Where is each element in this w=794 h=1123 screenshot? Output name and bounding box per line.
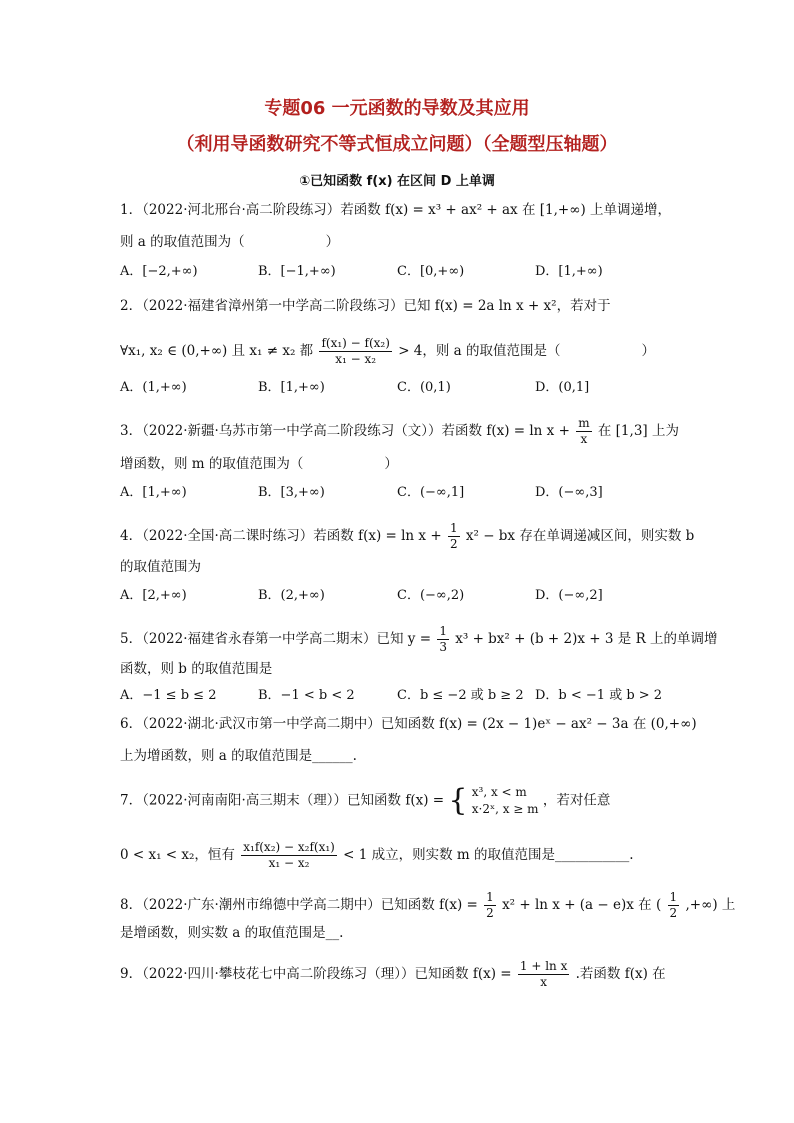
question-7-fraction <box>241 840 337 871</box>
question-2-fraction <box>319 336 391 367</box>
question-4-option-b: B．(2,+∞) <box>258 588 325 603</box>
question-9-line-1 <box>120 959 666 990</box>
fraction-denominator: 2 <box>449 537 458 551</box>
fraction-denominator: x₁ − x₂ <box>335 352 377 366</box>
section-heading: ①已知函数 f(x) 在区间 D 上单调 <box>299 174 495 189</box>
question-1-option-b: B．[−1,+∞) <box>258 264 336 279</box>
question-4-fraction <box>448 521 460 552</box>
question-7-tail-2: < 1 成立，则实数 m 的取值范围是___________. <box>343 847 634 863</box>
question-2-line-2 <box>120 336 655 367</box>
fraction-denominator: x <box>540 975 547 989</box>
question-2-option-a: A．(1,+∞) <box>120 380 187 395</box>
question-4-stem: 4．（2022·全国·高二课时练习）若函数 f(x) = ln x + <box>120 528 442 544</box>
piecewise-case-1: x³, x < m <box>471 785 527 799</box>
question-8-line-1 <box>120 890 735 921</box>
question-5-tail: x³ + bx² + (b + 2)x + 3 是 R 上的单调增 <box>455 631 718 647</box>
question-8-mid: x² + ln x + (a − e)x 在 ( <box>502 897 662 913</box>
question-3-tail: 在 [1,3] 上为 <box>597 423 679 439</box>
question-2-line-1: 2．（2022·福建省漳州第一中学高二阶段练习）已知 f(x) = 2a ln x + x²，若对于 <box>120 298 611 314</box>
question-3-fraction <box>576 416 591 447</box>
question-3-line-1 <box>120 416 679 447</box>
piecewise-case-2: x·2ˣ, x ≥ m <box>471 802 539 816</box>
fraction-numerator: m <box>578 416 590 430</box>
question-2-option-b: B．[1,+∞) <box>258 380 325 395</box>
question-8-tail: ,+∞) 上 <box>685 897 736 913</box>
fraction-denominator: 2 <box>486 906 494 920</box>
question-1-option-d: D．[1,+∞) <box>535 264 603 279</box>
question-9-fraction <box>518 959 569 990</box>
question-8-stem: 8．（2022·广东·潮州市绵德中学高二期中）已知函数 f(x) = <box>120 897 478 913</box>
fraction-denominator: x₁ − x₂ <box>268 856 310 870</box>
question-3-stem: 3．（2022·新疆·乌苏市第一中学高二阶段练习（文））若函数 f(x) = ln x + <box>120 423 570 439</box>
fraction-numerator: 1 <box>669 890 678 904</box>
question-5-stem: 5．（2022·福建省永春第一中学高二期末）已知 y = <box>120 631 432 647</box>
question-9-stem: 9．（2022·四川·攀枝花七中高二阶段练习（理））已知函数 f(x) = <box>120 966 512 982</box>
fraction-denominator: 3 <box>439 640 447 654</box>
question-7-tail: ，若对任意 <box>542 792 611 809</box>
fraction-numerator: 1 + ln x <box>519 959 568 973</box>
question-7-line-1 <box>120 784 610 818</box>
question-6-line-2: 上为增函数，则 a 的取值范围是______. <box>120 748 357 764</box>
question-4-option-a: A．[2,+∞) <box>120 588 187 603</box>
question-9-tail: .若函数 f(x) 在 <box>575 966 666 982</box>
question-5-line-2: 函数，则 b 的取值范围是 <box>120 661 273 677</box>
question-1-line-1: 1．（2022·河北邢台·高二阶段练习）若函数 f(x) = x³ + ax² + ax 在 [1,+∞) 上单调递增， <box>120 202 672 218</box>
fraction-numerator: 1 <box>486 890 494 904</box>
question-4-option-c: C．(−∞,2) <box>397 588 465 603</box>
question-2-option-c: C．(0,1) <box>397 380 451 395</box>
question-5-option-c: C．b ≤ −2 或 b ≥ 2 <box>397 688 524 703</box>
question-5-line-1 <box>120 624 718 655</box>
question-2-option-d: D．(0,1] <box>535 380 590 395</box>
question-8-line-2: 是增函数，则实数 a 的取值范围是__. <box>120 925 344 941</box>
piecewise-brace: { <box>448 783 468 818</box>
question-3-option-b: B．[3,+∞) <box>258 485 325 500</box>
question-8-fraction-1 <box>484 890 496 921</box>
question-2-tail: > 4，则 a 的取值范围是（ ） <box>398 343 656 359</box>
question-1-line-2: 则 a 的取值范围为（ ） <box>120 234 340 250</box>
question-4-line-1 <box>120 521 694 552</box>
question-7-condition: 0 < x₁ < x₂，恒有 <box>120 847 235 863</box>
fraction-denominator: x <box>580 432 588 446</box>
question-5-option-b: B．−1 < b < 2 <box>258 688 355 703</box>
fraction-numerator: f(x₁) − f(x₂) <box>321 336 390 350</box>
fraction-numerator: 1 <box>439 624 447 638</box>
fraction-denominator: 2 <box>669 906 678 920</box>
question-7-line-2 <box>120 840 634 871</box>
question-2-condition: ∀x₁, x₂ ∈ (0,+∞) 且 x₁ ≠ x₂ 都 <box>120 343 314 359</box>
fraction-numerator: x₁f(x₂) − x₂f(x₁) <box>243 840 335 854</box>
question-7-stem: 7．（2022·河南南阳·高三期末（理））已知函数 f(x) = <box>120 792 445 809</box>
question-5-option-d: D．b < −1 或 b > 2 <box>535 688 663 703</box>
question-1-option-a: A．[−2,+∞) <box>120 264 198 279</box>
question-3-option-a: A．[1,+∞) <box>120 485 187 500</box>
question-5-option-a: A．−1 ≤ b ≤ 2 <box>120 688 217 703</box>
question-4-tail: x² − bx 存在单调递减区间，则实数 b <box>465 528 695 544</box>
question-3-option-d: D．(−∞,3] <box>535 485 603 500</box>
fraction-numerator: 1 <box>449 521 458 535</box>
page-subtitle: （利用导函数研究不等式恒成立问题）（全题型压轴题） <box>176 134 618 155</box>
page-title: 专题06 一元函数的导数及其应用 <box>264 98 530 119</box>
question-6-line-1: 6．（2022·湖北·武汉市第一中学高二期中）已知函数 f(x) = (2x − 1)eˣ − ax² − 3a 在 (0,+∞) <box>120 716 697 732</box>
question-4-option-d: D．(−∞,2] <box>535 588 603 603</box>
question-3-option-c: C．(−∞,1] <box>397 485 465 500</box>
question-8-fraction-2 <box>668 890 680 921</box>
question-5-fraction <box>437 624 449 655</box>
question-4-line-2: 的取值范围为 <box>120 559 201 575</box>
question-1-option-c: C．[0,+∞) <box>397 264 465 279</box>
question-3-line-2: 增函数，则 m 的取值范围为（ ） <box>120 456 398 472</box>
piecewise-cases <box>472 784 539 818</box>
